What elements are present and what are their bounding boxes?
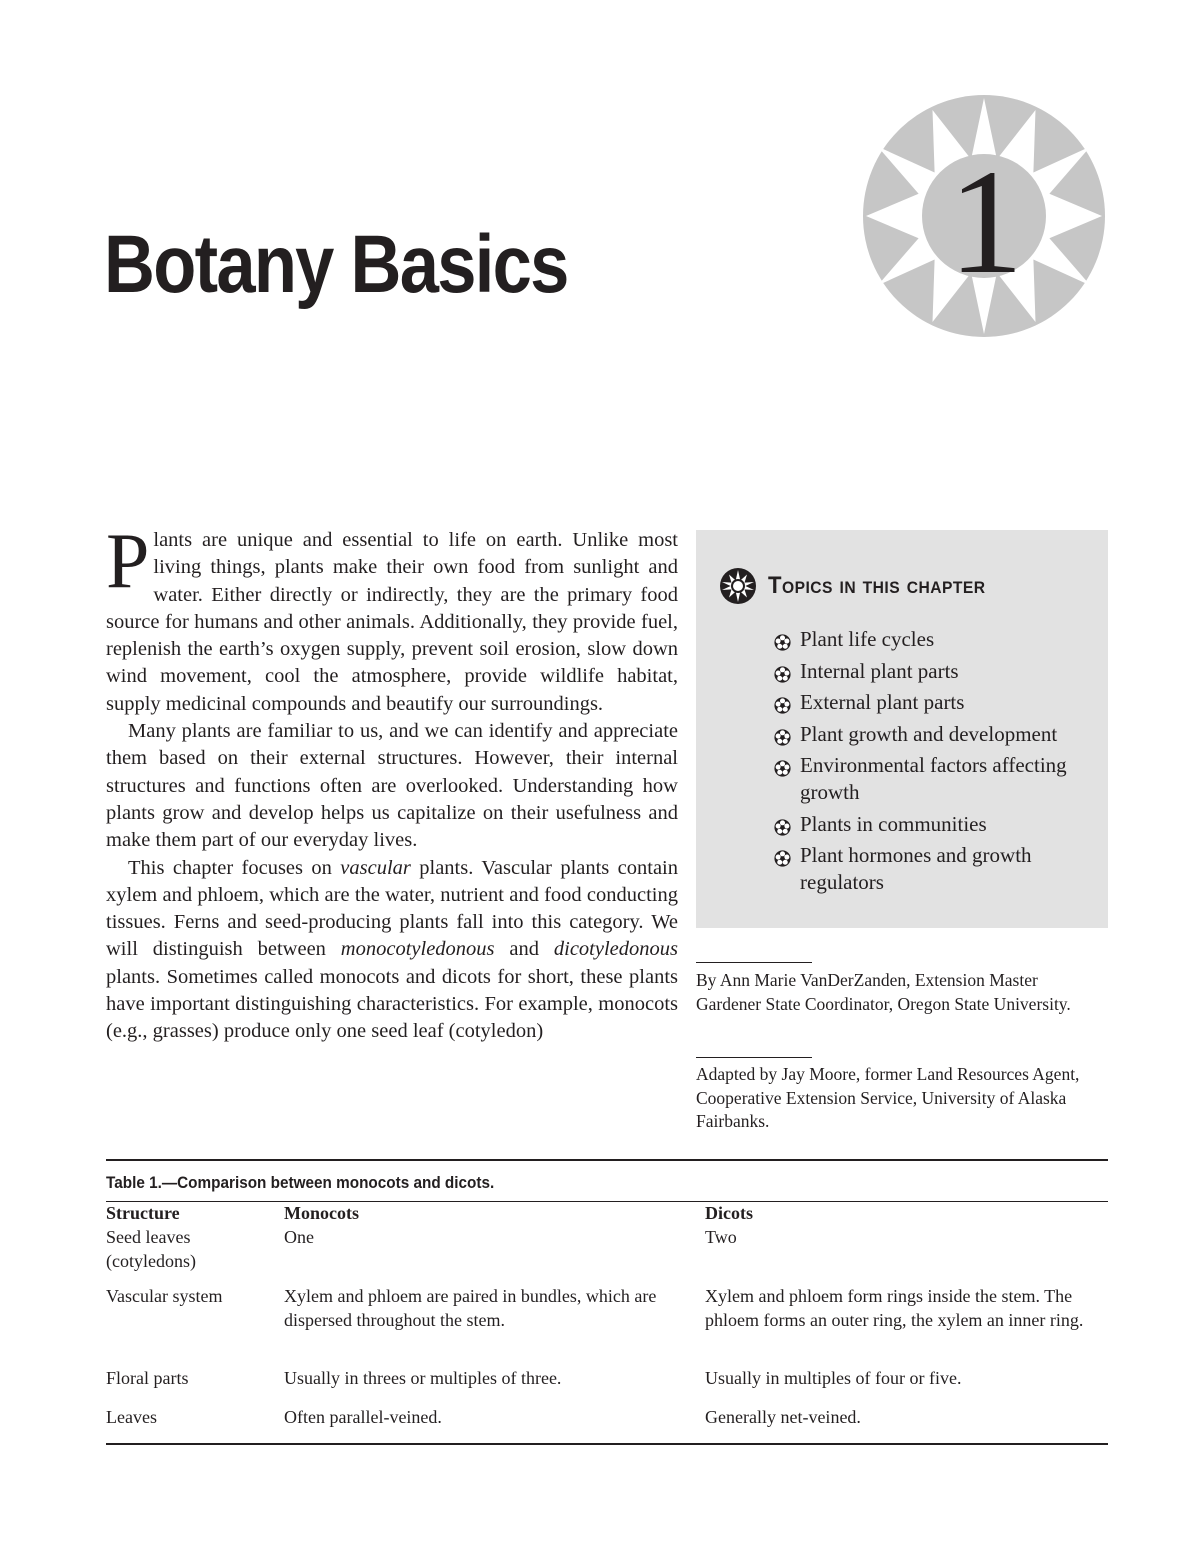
intro-paragraph-1 [106,517,678,718]
topic-label: Environmental factors affecting growth [800,753,1067,804]
flower-bullet-icon [774,816,791,843]
table-cell-monocots: Usually in threes or multiples of three. [284,1368,562,1388]
topic-label: External plant parts [800,690,965,714]
p3-text-a: This chapter focuses on [128,856,341,879]
topic-item [774,811,1094,838]
topic-item [774,842,1094,896]
author-rule [696,962,812,963]
p3-text-and: and [494,938,554,961]
table-cell-structure: Leaves [106,1407,157,1427]
p3-text-c: plants. Sometimes called monocots and dicots for short, these plants have important distinguishing characteristics. For example, monocots (e.g., grasses) produce only one seed leaf (cotyledon) [106,965,678,1043]
topic-item [774,721,1094,748]
table-header-structure: Structure [106,1203,180,1223]
flower-bullet-icon [774,726,791,753]
table-cell-dicots: Xylem and phloem form rings inside the stem. The phloem forms an outer ring, the xylem an inner ring. [705,1286,1084,1330]
drop-cap: P [106,517,150,604]
chapter-badge [862,94,1106,338]
table-cell-monocots: One [284,1227,314,1247]
intro-paragraph-2: Many plants are familiar to us, and we can identify and appreciate them based on their external structures. However, their internal structures and functions often are overlooked. Understanding how plants grow and develop helps us capitalize on their usefulness and make them part of our everyday lives. [106,720,678,852]
table-cell-structure: Vascular system [106,1286,223,1306]
flower-bullet-icon [774,757,791,784]
intro-text [106,517,678,1046]
table-cell-structure: Seed leaves (cotyledons) [106,1227,196,1271]
table-cell-monocots: Xylem and phloem are paired in bundles, which are dispersed throughout the stem. [284,1286,657,1330]
topic-label: Plant growth and development [800,721,1058,746]
table-cell-dicots: Two [705,1227,737,1247]
table-cell-dicots: Generally net-veined. [705,1407,861,1427]
adapted-credit: Adapted by Jay Moore, former Land Resources Agent, Cooperative Extension Service, University of Alaska Fairbanks. [696,1064,1080,1131]
topics-box [696,530,1108,928]
topic-item [774,658,1094,685]
adapted-rule [696,1057,812,1058]
topics-heading [718,566,1004,606]
term-dicotyledonous: dicotyledonous [553,938,678,961]
flower-bullet-icon [774,663,791,690]
topic-item [774,689,1094,716]
table-cell-structure: Floral parts [106,1368,189,1388]
topic-label: Plants in communities [800,811,987,836]
table-bottom-rule [106,1443,1108,1445]
intro-paragraph-3 [106,855,678,1046]
term-vascular: vascular [340,856,411,879]
chapter-number: 1 [948,139,1024,305]
author-credit: By Ann Marie VanDerZanden, Extension Master Gardener State Coordinator, Oregon State University. [696,970,1071,1014]
table-cell-monocots: Often parallel-veined. [284,1407,442,1427]
flower-bullet-icon [774,694,791,721]
topics-title: Topics in this chapter [768,572,986,599]
p3-text-b: plants. Vascular plants contain xylem and phloem, which are the water, nutrient and food conducting tissues. Ferns and seed-producing plants fall into this category. We will distinguish between [106,856,678,961]
sun-ring-icon [718,566,758,606]
table-header-monocots: Monocots [284,1203,359,1223]
topic-label: Plant life cycles [800,627,935,651]
topics-list [774,626,1094,901]
chapter-sun-emblem [862,94,1106,338]
topic-label: Plant hormones and growth regulators [800,843,1032,894]
topic-item [774,626,1094,653]
table-cell-dicots: Usually in multiples of four or five. [705,1368,962,1388]
topic-label: Internal plant parts [800,658,959,683]
table-header-dicots: Dicots [705,1203,753,1223]
chapter-title: Botany Basics [104,219,568,310]
table-caption: Table 1.—Comparison between monocots and dicots. [106,1173,495,1192]
flower-bullet-icon [774,847,791,874]
table-top-rule [106,1159,1108,1161]
intro-paragraph-1-text: lants are unique and essential to life on earth. Unlike most living things, plants make their own food from sunlight and water. Either directly or indirectly, they are the primary food source for humans and other animals. Additionally, they provide fuel, replenish the earth’s oxygen supply, prevent soil erosion, slow down wind movement, cool the atmosphere, provide wildlife habitat, supply medicinal compounds and beautify our surroundings. [106,529,678,715]
flower-bullet-icon [774,631,791,658]
topic-item [774,752,1094,806]
term-monocotyledonous: monocotyledonous [340,938,495,961]
